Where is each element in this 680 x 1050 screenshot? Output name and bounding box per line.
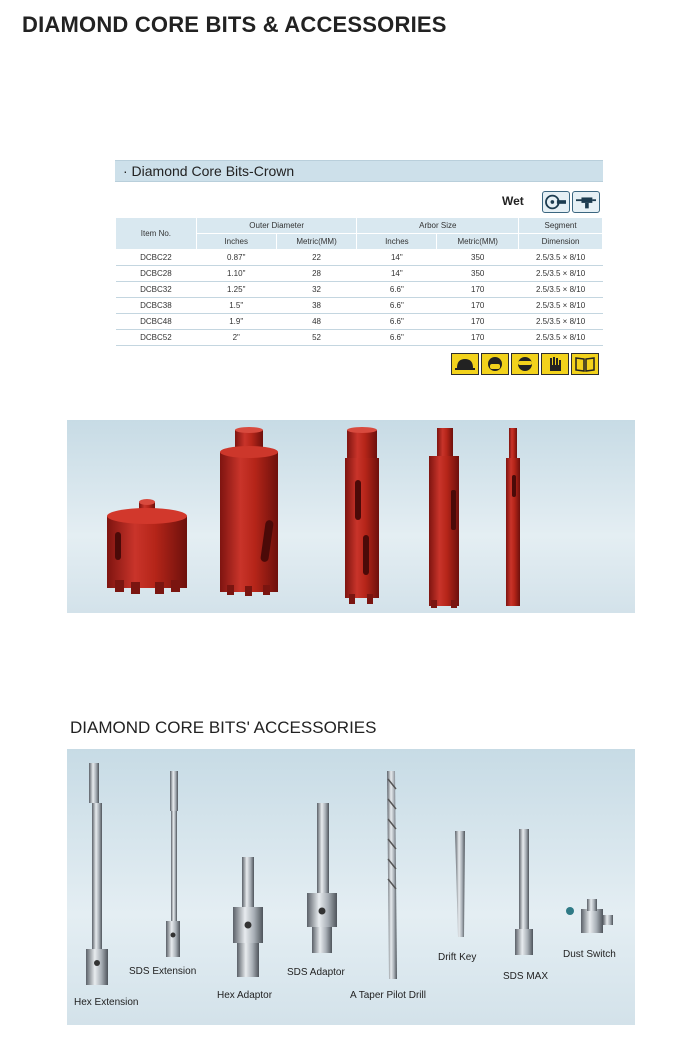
accessories-heading: DIAMOND CORE BITS' ACCESSORIES (70, 718, 377, 737)
cell-segment: 2.5/3.5 × 8/10 (519, 330, 603, 346)
cell-item: DCBC52 (116, 330, 197, 346)
cell-od-inches: 1.25" (196, 282, 276, 298)
header-od-inches: Inches (196, 234, 276, 250)
accessories-photo (67, 749, 635, 1025)
hex-adaptor-item (233, 857, 263, 977)
header-arbor-size: Arbor Size (357, 218, 519, 234)
cell-segment: 2.5/3.5 × 8/10 (519, 266, 603, 282)
cell-arbor-metric: 350 (437, 266, 519, 282)
cell-od-metric: 32 (276, 282, 357, 298)
cell-arbor-inches: 6.6" (357, 330, 437, 346)
cell-od-metric: 48 (276, 314, 357, 330)
cell-od-metric: 28 (276, 266, 357, 282)
manual-book-icon (571, 353, 599, 375)
cell-item: DCBC22 (116, 250, 197, 266)
cell-arbor-metric: 170 (437, 298, 519, 314)
label-sds-adaptor: SDS Adaptor (287, 967, 345, 978)
goggles-icon (511, 353, 539, 375)
header-arbor-inches: Inches (357, 234, 437, 250)
table-row (116, 282, 603, 298)
header-outer-diameter: Outer Diameter (196, 218, 357, 234)
sds-extension-item (166, 771, 180, 957)
cell-od-metric: 22 (276, 250, 357, 266)
cell-arbor-metric: 170 (437, 282, 519, 298)
angle-grinder-icon (542, 191, 570, 213)
crown-section-heading: · Diamond Core Bits-Crown (115, 160, 603, 182)
table-row (116, 250, 603, 266)
header-segment: Segment (519, 218, 603, 234)
cell-od-inches: 1.5" (196, 298, 276, 314)
header-item-no: Item No. (116, 218, 197, 250)
label-taper-pilot-drill: A Taper Pilot Drill (350, 990, 426, 1001)
header-od-metric: Metric(MM) (276, 234, 357, 250)
label-sds-max: SDS MAX (503, 971, 549, 982)
table-row (116, 266, 603, 282)
helmet-icon (451, 353, 479, 375)
core-drill-icon (572, 191, 600, 213)
taper-pilot-drill-item (387, 771, 397, 979)
label-hex-adaptor: Hex Adaptor (217, 990, 273, 1001)
cell-arbor-inches: 14" (357, 250, 437, 266)
cell-arbor-inches: 6.6" (357, 314, 437, 330)
cell-od-inches: 1.10" (196, 266, 276, 282)
header-dimension: Dimension (519, 234, 603, 250)
cell-arbor-metric: 170 (437, 314, 519, 330)
header-arbor-metric: Metric(MM) (437, 234, 519, 250)
cell-arbor-inches: 6.6" (357, 282, 437, 298)
core-bits-spec-table (115, 217, 603, 346)
cell-od-inches: 1.9" (196, 314, 276, 330)
cell-item: DCBC28 (116, 266, 197, 282)
label-drift-key: Drift Key (438, 952, 477, 963)
core-bit-52mm (107, 499, 187, 594)
cell-segment: 2.5/3.5 × 8/10 (519, 314, 603, 330)
label-dust-switch: Dust Switch (563, 949, 616, 960)
cell-arbor-metric: 170 (437, 330, 519, 346)
cell-segment: 2.5/3.5 × 8/10 (519, 298, 603, 314)
cell-arbor-inches: 6.6" (357, 298, 437, 314)
cell-item: DCBC38 (116, 298, 197, 314)
sds-max-item (515, 829, 533, 955)
wet-mode-label: Wet (502, 194, 524, 208)
cell-segment: 2.5/3.5 × 8/10 (519, 282, 603, 298)
drift-key-item (455, 831, 465, 937)
cell-arbor-inches: 14" (357, 266, 437, 282)
cell-item: DCBC32 (116, 282, 197, 298)
label-sds-extension: SDS Extension (129, 966, 197, 977)
cell-od-metric: 52 (276, 330, 357, 346)
core-bit-22mm (506, 428, 520, 606)
table-row (116, 330, 603, 346)
cell-item: DCBC48 (116, 314, 197, 330)
table-row (116, 298, 603, 314)
sds-adaptor-item (307, 803, 337, 953)
gloves-icon (541, 353, 569, 375)
hex-extension-item (86, 763, 108, 985)
dust-mask-icon (481, 353, 509, 375)
cell-od-inches: 0.87" (196, 250, 276, 266)
label-hex-extension: Hex Extension (74, 997, 139, 1008)
core-bit-32mm (345, 427, 379, 604)
cell-od-inches: 2" (196, 330, 276, 346)
dust-switch-item (566, 899, 613, 933)
core-bit-48mm (220, 427, 278, 596)
core-bit-28mm (429, 428, 459, 608)
cell-od-metric: 38 (276, 298, 357, 314)
cell-segment: 2.5/3.5 × 8/10 (519, 250, 603, 266)
cell-arbor-metric: 350 (437, 250, 519, 266)
page-title: DIAMOND CORE BITS & ACCESSORIES (22, 12, 447, 37)
safety-icons-row (451, 353, 599, 375)
core-bits-photo (67, 420, 635, 613)
table-row (116, 314, 603, 330)
